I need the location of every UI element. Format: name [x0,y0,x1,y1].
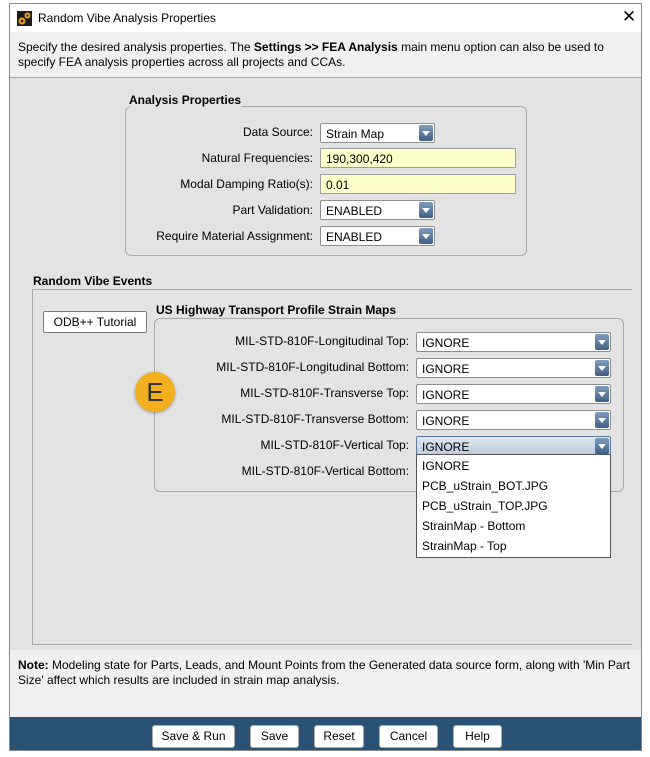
strain-map-dropdown-list [416,454,611,558]
strain-map-value: IGNORE [422,336,470,350]
events-panel [32,289,33,644]
button-bar [10,717,641,750]
strain-row-label: MIL-STD-810F-Transverse Bottom: [221,412,409,426]
tab-odb-tutorial[interactable]: ODB++ Tutorial [43,311,147,333]
natural-frequencies-value: 190,300,420 [326,152,393,166]
require-material-label: Require Material Assignment: [156,229,313,243]
strain-row-label: MIL-STD-810F-Longitudinal Bottom: [216,360,409,374]
strain-map-value: IGNORE [422,388,470,402]
data-source-value: Strain Map [326,127,385,141]
chevron-down-icon[interactable] [595,386,609,402]
chevron-down-icon[interactable] [419,202,433,218]
modal-damping-input[interactable] [320,174,516,194]
description-menu-path: Settings >> FEA Analysis [253,40,398,54]
note-text [18,658,636,688]
chevron-down-icon[interactable] [595,438,609,454]
strain-map-select-longitudinal-top[interactable] [416,332,611,352]
part-validation-value: ENABLED [326,204,383,218]
dropdown-option[interactable]: StrainMap - Bottom [422,519,526,533]
note-label: Note: [18,658,49,672]
strain-map-select-transverse-top[interactable] [416,384,611,404]
strain-row-label: MIL-STD-810F-Transverse Top: [240,386,409,400]
step-badge: E [135,372,175,412]
save-button[interactable]: Save [250,725,299,748]
window-title: Random Vibe Analysis Properties [38,11,216,25]
chevron-down-icon[interactable] [419,228,433,244]
strain-row-label: MIL-STD-810F-Vertical Top: [260,438,409,452]
strain-map-value: IGNORE [422,440,470,454]
random-vibe-events-title: Random Vibe Events [33,274,153,288]
dropdown-option[interactable]: StrainMap - Top [422,539,507,553]
help-button[interactable]: Help [453,725,502,748]
modal-damping-value: 0.01 [326,178,350,192]
require-material-select[interactable] [320,226,435,246]
strain-row-label: MIL-STD-810F-Vertical Bottom: [241,464,409,478]
dropdown-option[interactable]: PCB_uStrain_TOP.JPG [422,499,548,513]
chevron-down-icon[interactable] [419,125,433,141]
title-bar [10,4,641,32]
dropdown-option[interactable]: PCB_uStrain_BOT.JPG [422,479,549,493]
save-run-button[interactable]: Save & Run [152,725,235,748]
chevron-down-icon[interactable] [595,360,609,376]
data-source-select[interactable] [320,123,435,143]
analysis-properties-title: Analysis Properties [129,93,242,107]
cancel-button[interactable]: Cancel [379,725,438,748]
natural-frequencies-label: Natural Frequencies: [201,151,313,165]
events-divider-top [32,289,632,290]
chevron-down-icon[interactable] [595,412,609,428]
require-material-value: ENABLED [326,230,383,244]
part-validation-label: Part Validation: [232,203,313,217]
strain-maps-title: US Highway Transport Profile Strain Maps [156,303,397,317]
app-gear-icon [17,11,32,26]
modal-damping-label: Modal Damping Ratio(s): [180,177,313,191]
events-divider-bottom [32,644,632,645]
strain-map-value: IGNORE [422,414,470,428]
dropdown-option[interactable]: IGNORE [422,459,470,473]
description-part1: Specify the desired analysis properties. The [18,40,254,54]
strain-map-value: IGNORE [422,362,470,376]
description-text [18,40,633,70]
description-part2: main menu option can also be used to specify FEA analysis properties across all projects and CCAs. [18,40,604,69]
properties-dialog [9,3,642,751]
note-body: Modeling state for Parts, Leads, and Mount Points from the Generated data source form, along with 'Min Part Size' affect which results are included in strain map analysis. [18,658,630,687]
strain-row-label: MIL-STD-810F-Longitudinal Top: [235,334,409,348]
part-validation-select[interactable] [320,200,435,220]
strain-map-select-transverse-bottom[interactable] [416,410,611,430]
close-icon[interactable]: ✕ [621,7,637,26]
reset-button[interactable]: Reset [314,725,364,748]
form-area [10,78,641,650]
data-source-label: Data Source: [242,125,313,139]
chevron-down-icon[interactable] [595,334,609,350]
strain-map-select-longitudinal-bottom[interactable] [416,358,611,378]
natural-frequencies-input[interactable] [320,148,516,168]
strain-map-select-vertical-top[interactable] [416,436,611,456]
